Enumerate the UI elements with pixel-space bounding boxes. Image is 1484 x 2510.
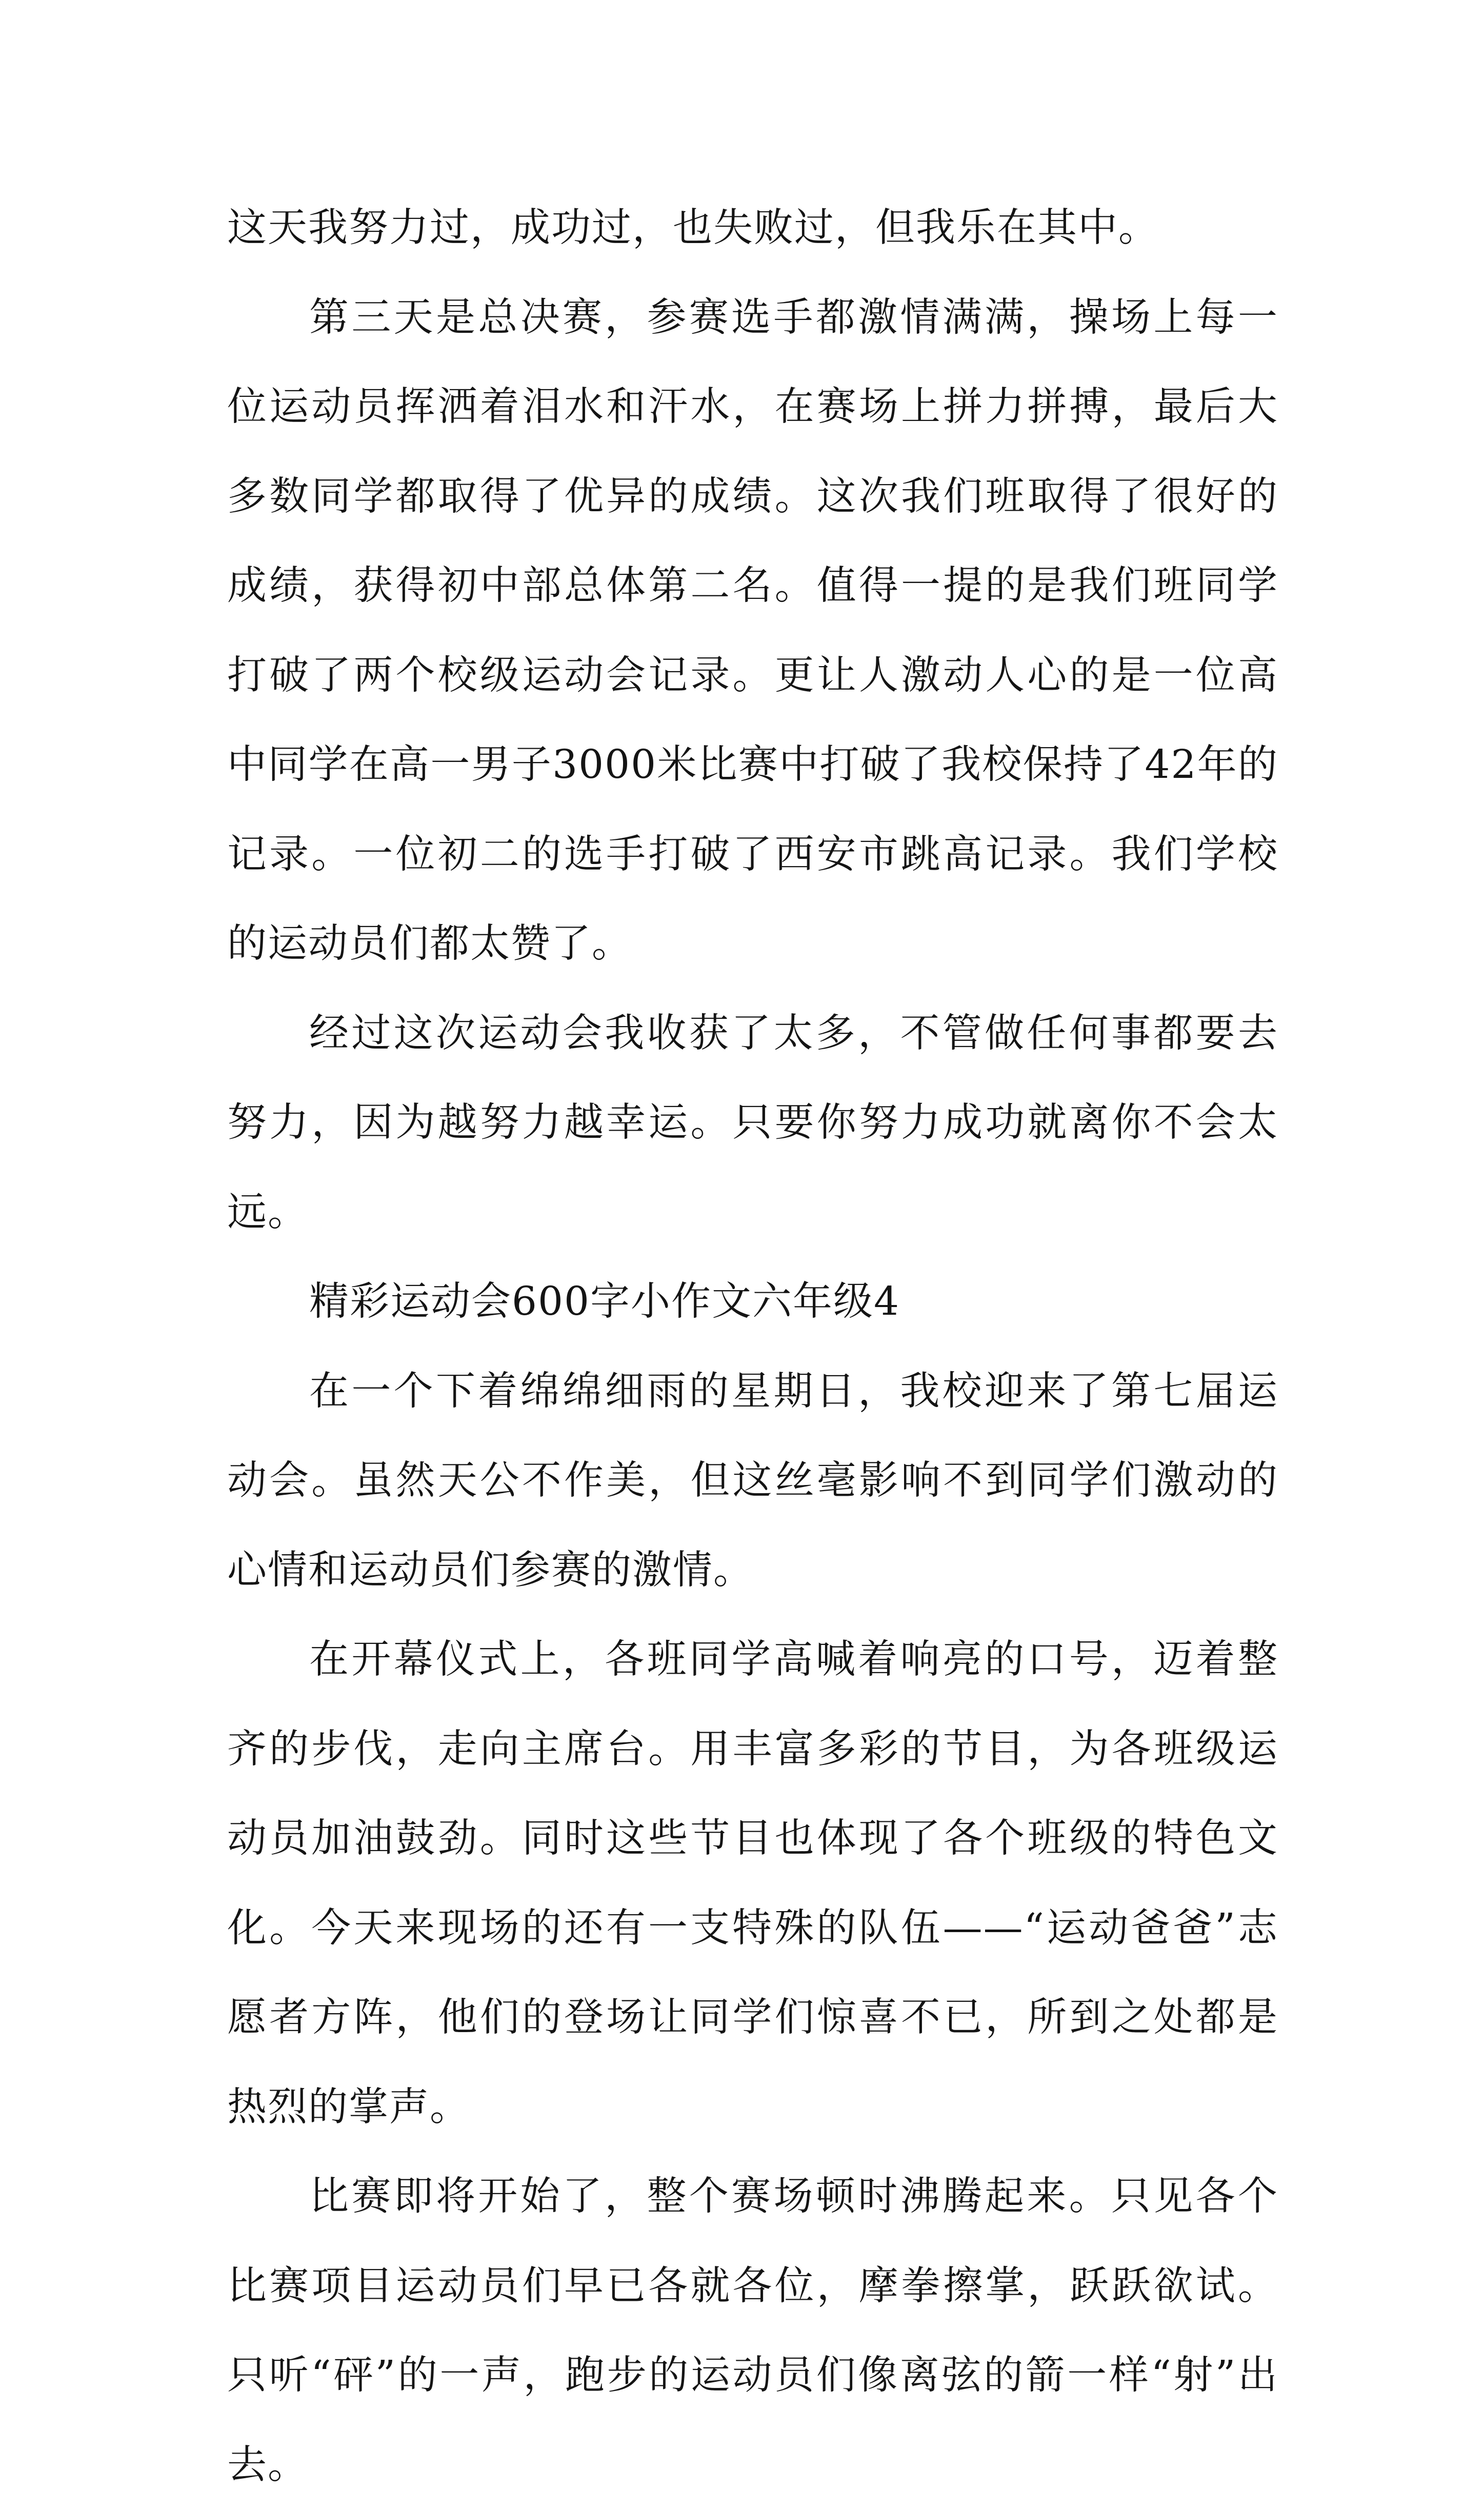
paragraph-6: 比赛即将开始了，整个赛场顿时沸腾起来。只见各个比赛项目运动员们早已各就各位，摩拳擦掌，跃跃欲试。只听“砰”的一声，跑步的运动员们像离弦的箭一样“射”出去。 [227, 2174, 1278, 2488]
paragraph-2: 第三天是总决赛，参赛选手都激情满满，操场上每一位运动员挥洒着泪水和汗水，在赛场上拼力拼搏，最后大多数同学都取得了优异的成绩。这次我们班取得了很好的成绩，获得初中部总体第二名。值得一提的是我们班同学打破了两个校级运动会记录。更让人激动人心的是一位高中同学在高一男子3000米比赛中打破了我校保持了42年的记录。一位初二的选手打破了西安市跳高记录。我们学校的运动员们都太赞了。 [227, 294, 1278, 967]
document-body [227, 184, 1278, 2510]
paragraph-5: 在开幕仪式上，各班同学高喊着响亮的口号，迈着整齐的步伐，走向主席台。用丰富多彩的节目，为各班级运动员加油鼓劲。同时这些节目也体现了各个班级的特色文化。今天来现场的还有一支特殊的队伍——“运动爸爸”志愿者方阵，他们的登场让同学们惊喜不已，所到之处都是热烈的掌声。 [227, 1637, 1278, 2130]
paragraph-4: 在一个下着绵绵细雨的星期日，我校迎来了第七届运动会。虽然天公不作美，但这丝毫影响不到同学们激动的心情和运动员们参赛的激情。 [227, 1368, 1278, 1593]
section-heading: 精彩运动会600字小作文六年级4 [309, 1279, 900, 1324]
paragraph-1: 这天我努力过，成功过，也失败过，但我乐在其中。 [227, 205, 1159, 251]
paragraph-3: 经过这次运动会我收获了太多，不管做任何事都要去努力，因为越努力越幸运。只要你努力成功就离你不会太远。 [227, 1010, 1278, 1235]
